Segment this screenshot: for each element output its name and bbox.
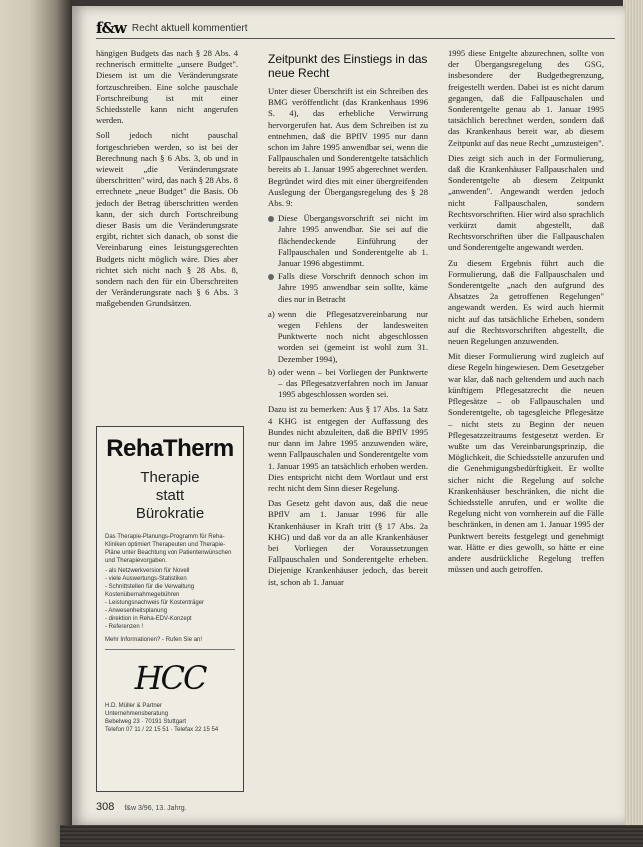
ad-feature: - viele Auswertungs-Statistiken xyxy=(105,576,187,582)
book-binding xyxy=(0,0,70,847)
ad-slogan-line: Therapie xyxy=(140,469,200,486)
ad-brand-name: RehaTherm xyxy=(106,435,234,462)
paragraph: Mit dieser Formulierung wird zugleich auf diese Regeln hingewiesen. Dem Gesetzgeber war klar, daß nach geltendem und auch nach künftigem Pflegesatzrecht die neuen Pflegesätze – ob Fallpauschalen und Sonderentgelte, ob tagesgleiche Pflegesätze – nicht stets zu Beginn der neuen Pflegesatzzeitraums festgesetzt werden. Er wußte um das Vereinbarungsprinzip, die Möglichkeit, die Schiedsstelle anzurufen und die Genehmigungsbedürftigkeit. Er wollte sicher nicht die Regelung auf solche Krankenhäuser beschränken, die nicht die Schiedsstelle anrufen, und er wollte die Regelung nicht von vornherein auf die Fälle beschränken, in denen am 1. Januar 1995 der Punktwert bereits festgelegt und genehmigt war. Hätte er dies gewollt, so hätte er eine andere ausdrückliche Regelung treffen müssen und auch getroffen. xyxy=(448,351,604,575)
section-title: Recht aktuell kommentiert xyxy=(131,22,248,34)
paragraph: Das Gesetz geht davon aus, daß die neue BPflV am 1. Januar 1996 für alle Krankenhäuser in Kraft tritt (§ 17 Abs. 2a KHG) und daß vor da an alle Krankenhäuser bei Vorliegen der Voraussetzungen Fallpauschalen und Sonderentgelte erheben. Diejenige Krankenhäuser jedoch, das bereit ist, schon ab 1. Januar xyxy=(268,498,428,587)
paragraph: 1995 diese Entgelte abzurechnen, sollte von der Übergangsregelung des GSG, insbesondere der Budgetbegrenzung, freigestellt werden. Dabei ist es nicht darum gegangen, daß die Fallpauschalen und Sonderentgelte genau ab 1. Januar 1995 tatsächlich berechnet werden, sondern daß das Krankenhaus bereit war, ab diesem Zeitpunkt auf das neue Recht „umzusteigen". xyxy=(448,48,604,148)
list-item xyxy=(268,309,428,365)
ad-feature: - Schnittstellen für die Verwaltung xyxy=(105,584,195,590)
ad-slogan xyxy=(97,469,243,523)
ad-feature: - Anwesenheitsplanung xyxy=(105,608,168,614)
ad-phone: Telefon 07 11 / 22 15 51 · Telefax 22 15 54 xyxy=(105,727,219,733)
bullet-list xyxy=(268,213,428,305)
ad-slogan-line: statt xyxy=(155,487,185,504)
hcc-logo: HCC xyxy=(134,659,206,697)
text-column-2 xyxy=(268,48,428,592)
list-item-text: Falls diese Vorschrift dennoch schon im Jahre 1995 anwendbar sein sollte, käme dies nur in Betracht xyxy=(278,271,428,304)
ad-slogan-line: Bürokratie xyxy=(135,505,205,522)
section-heading: Zeitpunkt des Einstiegs in das neue Recht xyxy=(268,52,428,80)
text-column-1 xyxy=(96,48,238,314)
ad-feature: - Referenzen ! xyxy=(105,624,144,630)
journal-reference: f&w 3/96, 13. Jahrg. xyxy=(124,805,187,812)
paragraph: Unter dieser Überschrift ist ein Schreiben des BMG veröffentlicht (das Krankenhaus 1996 S. 4), das erhebliche Verwirrung hervorgerufen hat. Aus dem Schreiben ist zu entnehmen, daß die BPflV 1995 nur dann schon im Jahre 1995 anwendbar sei, wenn die Fallpauschalen und Sonderentgelte tatsächlich bereits ab 1. Januar 1995 abgerechnet werden. Begründet wird dies mit einer übergreifenden Auslegung der Übergangsregelung des § 28 Abs. 9: xyxy=(268,86,428,209)
ad-intro-text: Das Therapie-Planungs-Programm für Reha-Kliniken optimiert Therapeuten und Therapie-Pläne unter Beachtung von Patientenwünschen und Therapievorgaben. xyxy=(105,534,232,564)
list-marker: a) xyxy=(268,308,275,319)
text-column-3 xyxy=(448,48,604,579)
ad-feature: - direktion in Reha-EDV-Konzept xyxy=(105,616,192,622)
list-item xyxy=(268,367,428,401)
list-item-text: wenn die Pflegesatzvereinbarung nur wegen Fehlens der landesweiten Punktwerte noch nicht abgeschlossen worden sei (gemeint ist wohl zum 31. Dezember 1994), xyxy=(277,308,428,364)
page-number: 308 xyxy=(96,801,115,813)
paragraph: Dies zeigt sich auch in der Formulierung, daß die Krankenhäuser Fallpauschalen und Sonderentgelte ab diesem Zeitpunkt „anwenden". Angewandt werden jedoch nicht Fallpauschalen, sondern Rechtsvorschriften. Hier wird also sprachlich verkürzt damit abgestellt, daß Rechtsvorschriften über die Fallpauschalen und Sonderentgelte angewandt werden. xyxy=(448,152,604,253)
paragraph: Zu diesem Ergebnis führt auch die Formulierung, daß die Fallpauschalen und Sonderentgelte „nach den aufgrund des Absatzes 2a getroffenen Regelungen" angewandt werden. Es wird auch hiermit nicht auf das tatsächliche Erheben, sondern auf die Rechtsvorschriften abgestellt, die neuen Regelungen anzuwenden. xyxy=(448,257,604,347)
ad-feature-list xyxy=(97,567,243,631)
ad-street: Bebelweg 23 · 70191 Stuttgart xyxy=(105,719,187,725)
paragraph: hängigen Budgets das nach § 28 Abs. 4 rechnerisch ermittelte „unsere Budget". Diesem ist um die Veränderungsrate fortzuschreiben. Eine solche pauschale Fortschreibung ist mit einer Schiedsstelle kann nicht angerufen werden. xyxy=(96,48,238,126)
list-marker: b) xyxy=(268,366,276,377)
list-item xyxy=(268,213,428,269)
ad-divider xyxy=(105,649,235,650)
ad-feature: - Leistungsnachweis für Kostenträger xyxy=(105,600,205,606)
book-page xyxy=(72,6,625,825)
paragraph: Soll jedoch nicht pauschal fortgeschrieben werden, so ist bei der Berechnung nach § 6 Abs. 3, ob und in wieweit „die Veränderungsrate überschritten" wird, das nach § 28 Abs. 8 errechnete „neue Budget" die Basis. Ob jedoch der Betrag überschritten werden kann, der sich durch Fortschreibung dieser Basis um die Veränderungsrate ergibt, richtet sich danach, ob sonst die Vereinbarung eines leistungsgerechten Budgets nicht möglich wäre. Dies aber richtet sich nicht nach § 28 Abs. 8, sondern nach den für ein Überschreiten der Veränderungsrate nach § 6 Abs. 3 maßgebenden Grundsätzen. xyxy=(96,130,238,309)
page-edges-bottom xyxy=(60,825,643,847)
ad-company-sub: Unternehmensberatung xyxy=(105,711,169,717)
running-header xyxy=(96,18,615,39)
journal-logo: f&w xyxy=(96,19,126,37)
rehatherm-advertisement xyxy=(96,426,244,792)
ad-contact-line: Mehr Informationen? - Rufen Sie an! xyxy=(105,637,203,643)
sub-list xyxy=(268,309,428,401)
page-edges-right xyxy=(623,0,643,847)
list-item-text: Diese Übergangsvorschrift sei nicht im Jahre 1995 anwendbar. Sie sei auf die flächendeckende Einführung der Fallpauschalen und Sonderentgelte ab 1. Januar 1996 abgestimmt. xyxy=(278,213,428,269)
list-item xyxy=(268,271,428,305)
ad-company: H.D. Müller & Partner xyxy=(105,703,163,709)
ad-feature: Kostenübernahmegebühren xyxy=(105,592,180,598)
bullet-icon xyxy=(268,216,274,222)
ad-feature: - als Netzwerkversion für Novell xyxy=(105,568,190,574)
list-item-text: oder wenn – bei Vorliegen der Punktwerte – das Pflegesatzverfahren noch im Januar 1995 abgeschlossen worden sei. xyxy=(278,366,428,400)
page-footer xyxy=(96,801,187,813)
paragraph: Dazu ist zu bemerken: Aus § 17 Abs. 1a Satz 4 KHG ist entgegen der Auffassung des Bundes nicht abzuleiten, daß die BPflV 1995 nur dann im Jahre 1995 anzuwenden wäre, wenn Fallpauschalen und Sonderentgelte vom 1. Januar 1995 an tatsächlich erhoben werden. Dies entspricht nicht dem Wortlaut und erst recht nicht dem Sinn dieser Regelung. xyxy=(268,404,428,493)
ad-address xyxy=(97,698,243,734)
bullet-icon xyxy=(268,274,274,280)
